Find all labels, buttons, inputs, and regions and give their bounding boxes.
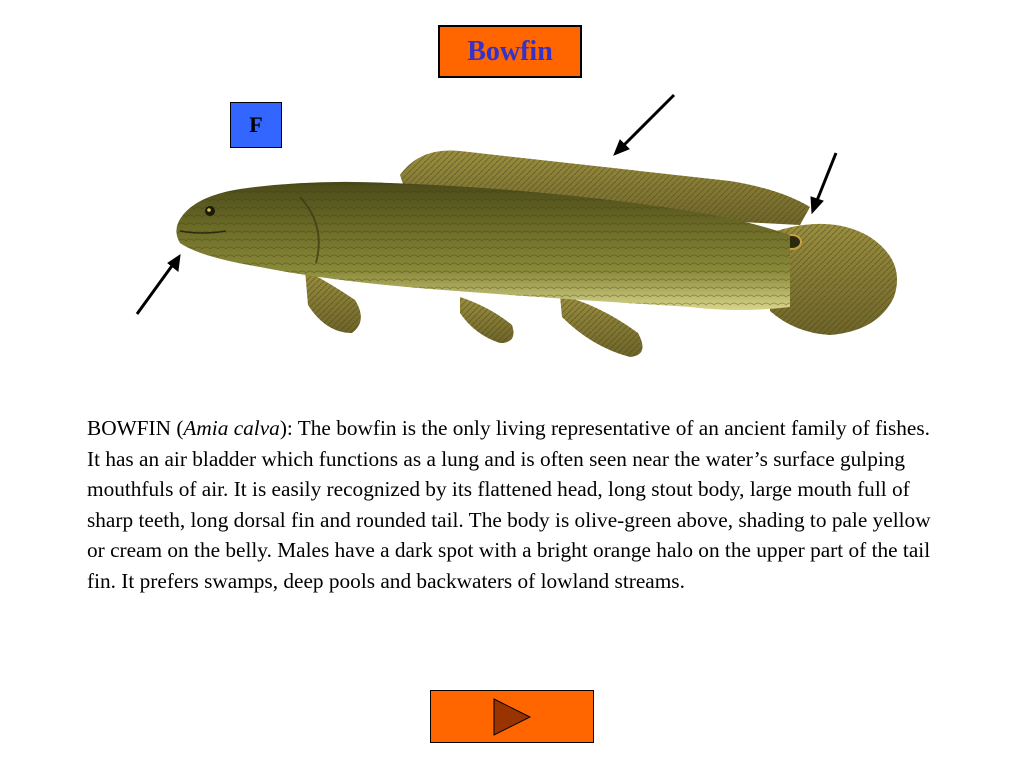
play-triangle-icon bbox=[491, 697, 533, 737]
scientific-name: Amia calva bbox=[183, 416, 280, 441]
next-slide-button[interactable] bbox=[430, 690, 594, 743]
description-body: ): The bowfin is the only living representative of an ancient family of fishes. It has an air bladder which functions as a lung and is often seen near the water’s surface gulping mouthfuls of air. It is easily recognized by its flattened head, long stout body, large mouth full of sharp teeth, long dorsal fin and rounded tail. The body is olive-green above, shading to pale yellow or cream on the belly. Males have a dark spot with a bright orange halo on the upper part of the tail fin. It prefers swamps, deep pools and backwaters of lowland streams. bbox=[87, 416, 931, 593]
fish-illustration bbox=[130, 85, 920, 370]
anal-fin bbox=[560, 295, 643, 357]
title-box bbox=[438, 25, 582, 78]
bowfin-fish-icon bbox=[130, 85, 920, 370]
species-description bbox=[87, 413, 947, 596]
arrow-icon-tail bbox=[811, 153, 836, 213]
arrow-icon-mouth bbox=[137, 255, 180, 314]
pelvic-fin bbox=[460, 297, 514, 343]
arrow-icon-dorsal bbox=[614, 95, 674, 155]
letter-label: F bbox=[249, 112, 263, 137]
slide-title: Bowfin bbox=[467, 35, 553, 67]
common-name: BOWFIN ( bbox=[87, 416, 184, 441]
